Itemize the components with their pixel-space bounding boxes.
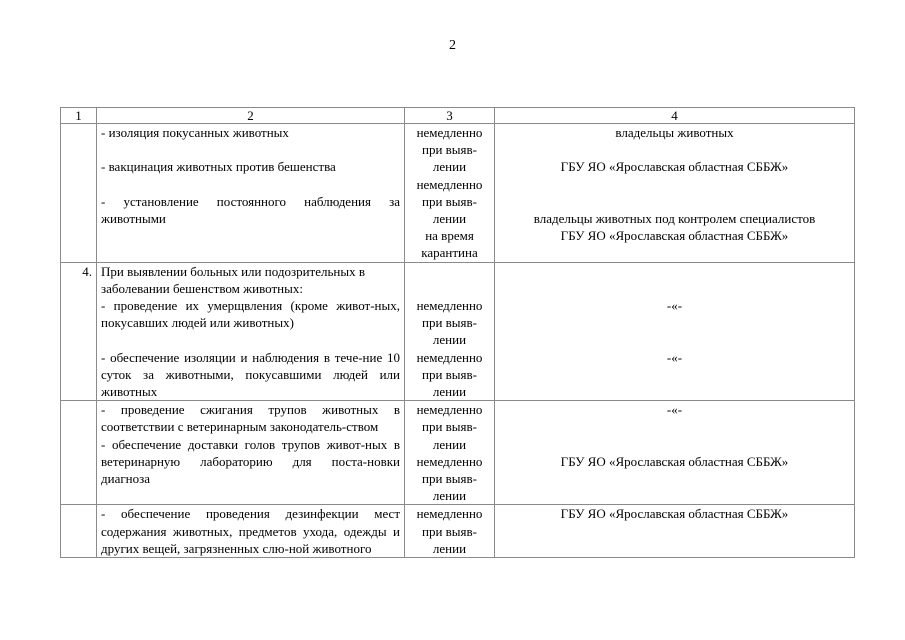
- row-number: [61, 401, 97, 505]
- action-text: - обеспечение изоляции и наблюдения в тече-ние 10 суток за животными, покусавшими людей или животных: [101, 349, 400, 400]
- action-text: - обеспечение доставки голов трупов живот-ных в ветеринарную лабораторию для поста-новки диагноза: [101, 436, 400, 487]
- responsible-text: -«-: [666, 349, 683, 365]
- header-cell: 4: [495, 108, 855, 124]
- term-line: лении: [432, 159, 467, 175]
- term-line: при выяв-: [422, 523, 477, 539]
- responsible-cell: [495, 124, 855, 263]
- term-line: при выяв-: [422, 366, 477, 382]
- table-header-row: [61, 108, 855, 124]
- term-line: при выяв-: [422, 193, 477, 209]
- table-row: [61, 505, 855, 558]
- actions-cell: [97, 124, 405, 263]
- header-cell: 1: [61, 108, 97, 124]
- term-line: при выяв-: [422, 419, 477, 435]
- term-line: при выяв-: [422, 471, 477, 487]
- term-line: лении: [432, 436, 467, 452]
- action-text: - проведение их умерщвления (кроме живот-ных, покусавших людей или животных): [101, 298, 400, 331]
- responsible-text: ГБУ ЯО «Ярославская областная СББЖ»: [560, 159, 789, 175]
- actions-cell: [97, 262, 405, 401]
- term-line: лении: [432, 384, 467, 400]
- term-line: лении: [432, 540, 467, 556]
- terms-cell: [405, 401, 495, 505]
- header-cell: 2: [97, 108, 405, 124]
- responsible-text: -«-: [666, 298, 683, 313]
- responsible-text: владельцы животных под контролем специалистов: [533, 210, 816, 226]
- term-line: немедленно: [416, 402, 483, 418]
- table-row: [61, 124, 855, 263]
- term-line: карантина: [421, 245, 478, 261]
- action-text: - изоляция покусанных животных: [101, 125, 289, 140]
- term-line: немедленно: [416, 453, 483, 469]
- measures-table: [60, 107, 855, 558]
- action-text: - проведение сжигания трупов животных в соответствии с ветеринарным законодатель-ством: [101, 402, 400, 435]
- terms-cell: [405, 124, 495, 263]
- page-number: 2: [449, 38, 456, 53]
- term-line: лении: [432, 211, 467, 227]
- term-line: на время: [425, 228, 474, 244]
- table-row: [61, 401, 855, 505]
- responsible-text: ГБУ ЯО «Ярославская областная СББЖ»: [560, 506, 789, 522]
- responsible-text: ГБУ ЯО «Ярославская областная СББЖ»: [560, 453, 789, 469]
- responsible-text: владельцы животных: [615, 125, 734, 140]
- row-number: 4.: [61, 262, 97, 401]
- table-row: [61, 262, 855, 401]
- responsible-cell: [495, 401, 855, 505]
- term-line: лении: [432, 488, 467, 504]
- row-number: [61, 505, 97, 558]
- responsible-text: -«-: [666, 402, 683, 418]
- responsible-text: ГБУ ЯО «Ярославская областная СББЖ»: [560, 228, 789, 244]
- responsible-cell: [495, 262, 855, 401]
- term-line: немедленно: [416, 298, 483, 313]
- row-number: [61, 124, 97, 263]
- action-text: - обеспечение проведения дезинфекции мест содержания животных, предметов ухода, одежды и других вещей, загрязненных слю-ной животного: [101, 506, 400, 556]
- terms-cell: [405, 505, 495, 558]
- header-cell: 3: [405, 108, 495, 124]
- term-line: при выяв-: [422, 142, 477, 158]
- action-text: - вакцинация животных против бешенства: [101, 159, 336, 175]
- responsible-cell: [495, 505, 855, 558]
- term-line: немедленно: [416, 506, 483, 522]
- term-line: немедленно: [416, 125, 483, 140]
- terms-cell: [405, 262, 495, 401]
- action-text: - установление постоянного наблюдения за животными: [101, 193, 400, 226]
- actions-cell: [97, 401, 405, 505]
- term-line: лении: [432, 332, 467, 348]
- term-line: при выяв-: [422, 315, 477, 331]
- actions-cell: [97, 505, 405, 558]
- term-line: немедленно: [416, 176, 483, 192]
- term-line: немедленно: [416, 349, 483, 365]
- intro-text: При выявлении больных или подозрительных в заболевании бешенством животных:: [101, 263, 365, 296]
